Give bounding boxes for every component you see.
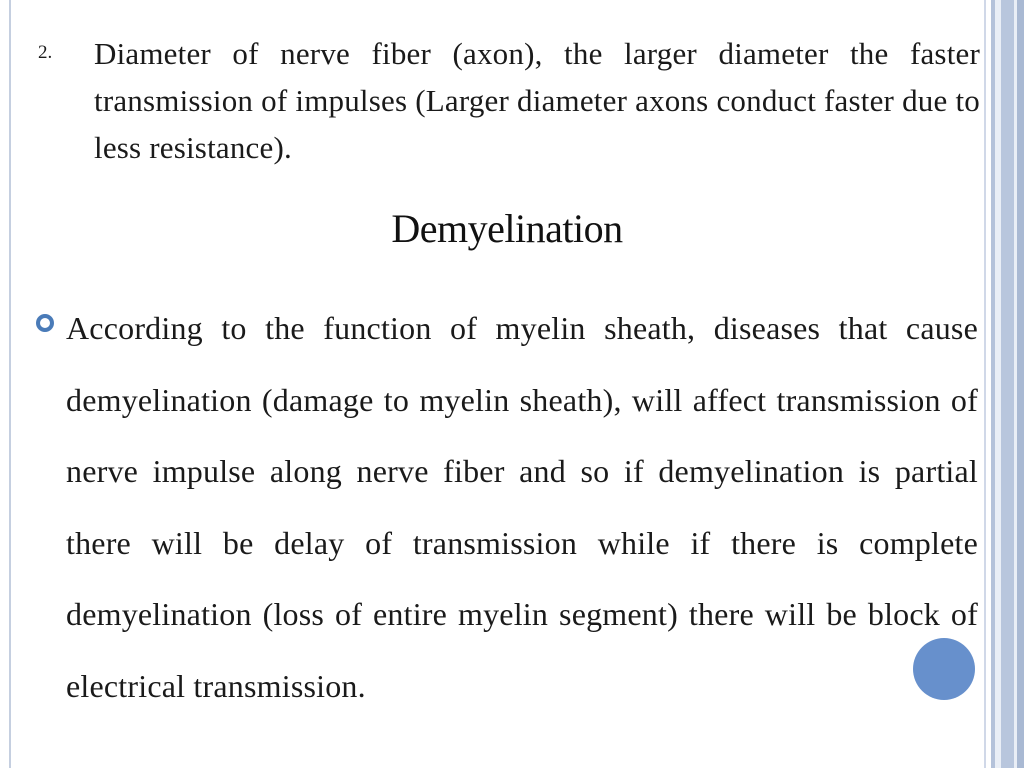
bullet-text: According to the function of myelin sheath, diseases that cause demyelination (damage to myelin sheath), will affect transmission of nerve impulse along nerve fiber and so if demyelination is partial there will be delay of transmission while if there is complete demyelination (loss of entire myelin segment) there will be block of electrical transmission. <box>66 310 978 704</box>
list-item-number: 2. <box>38 42 53 63</box>
slide-frame-left <box>9 0 11 768</box>
slide-navigation-button[interactable] <box>913 638 975 700</box>
frame-stripe <box>1001 0 1014 768</box>
section-heading: Demyelination <box>391 206 623 251</box>
ring-bullet-icon <box>36 293 66 722</box>
bullet-paragraph <box>36 293 980 722</box>
slide-frame-right <box>984 0 1024 768</box>
list-item-text: Diameter of nerve fiber (axon), the larger diameter the faster transmission of impulses (Larger diameter axons conduct faster due to less resistance). <box>94 36 980 165</box>
ring-bullet-shape <box>36 314 54 332</box>
frame-stripe <box>1017 0 1024 768</box>
numbered-list-item <box>38 30 980 171</box>
